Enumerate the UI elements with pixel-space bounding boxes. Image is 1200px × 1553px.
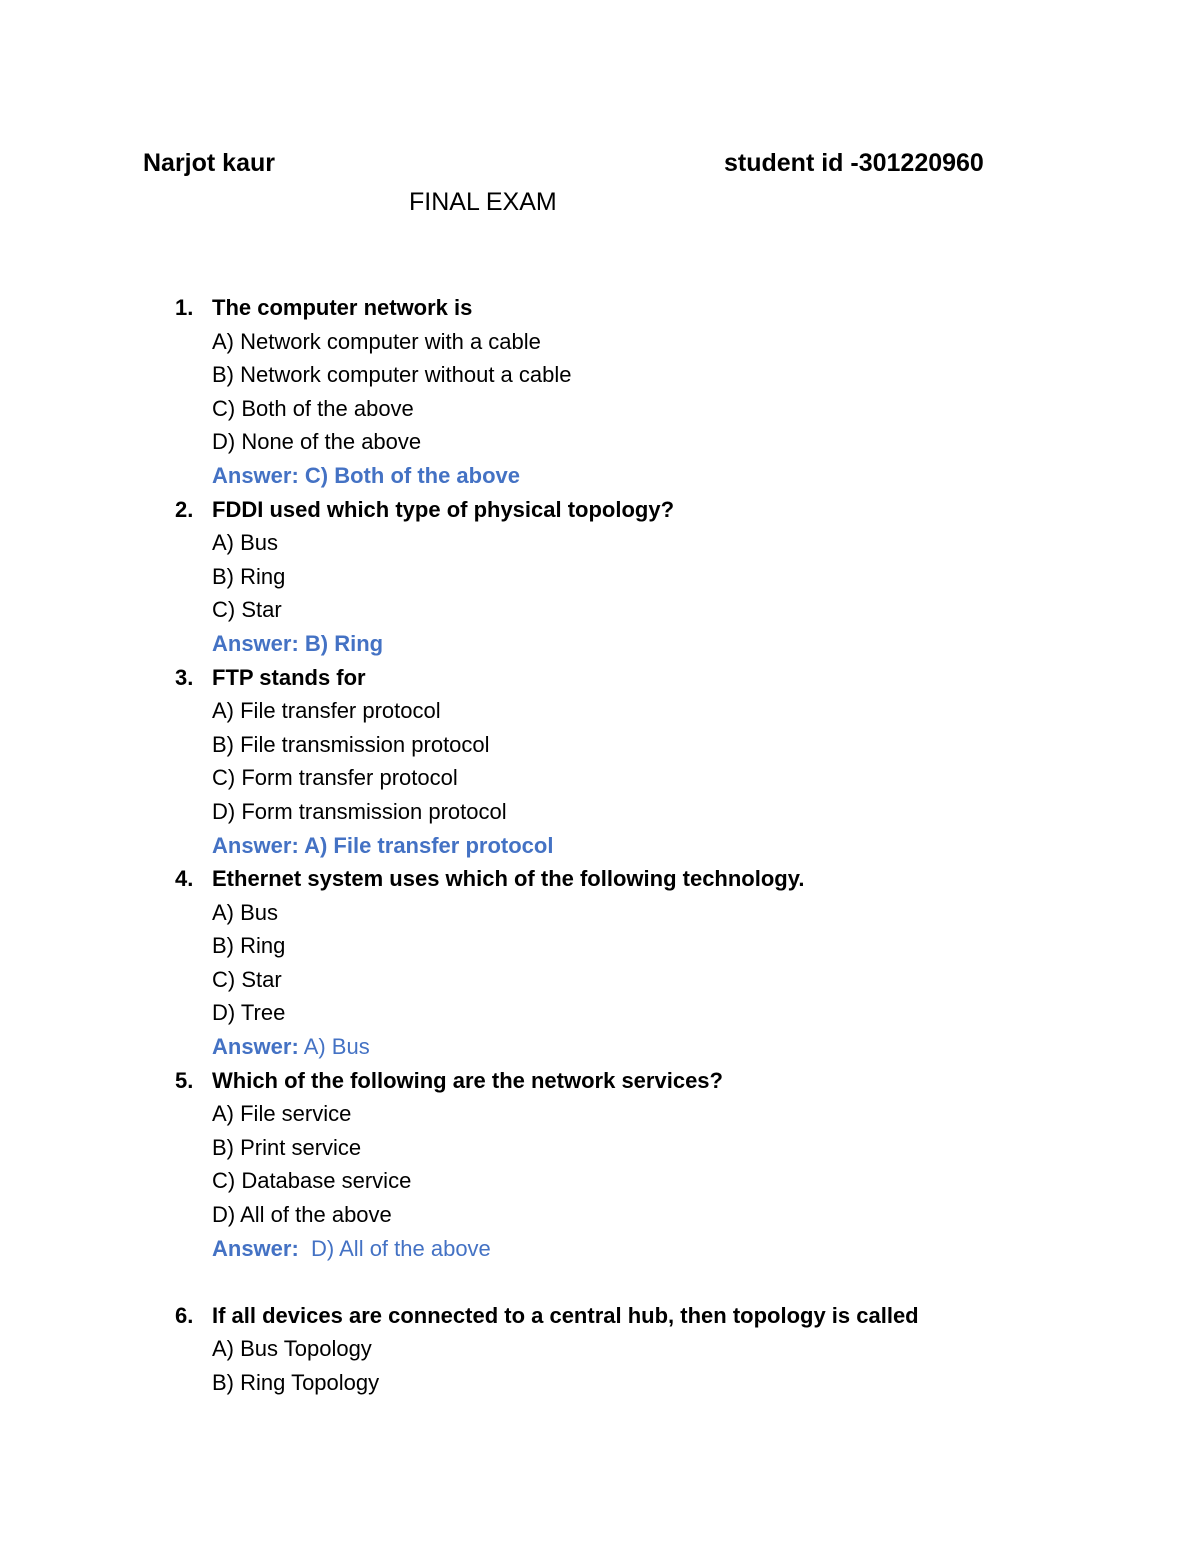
option-a: A) Network computer with a cable [212, 328, 541, 354]
option-b: B) Ring [212, 933, 286, 959]
answer [212, 829, 553, 863]
question-text: The computer network is [212, 295, 473, 320]
option-c: C) Database service [212, 1168, 412, 1194]
option-a: A) Bus Topology [212, 1336, 372, 1362]
question-text: FDDI used which type of physical topology? [212, 496, 675, 522]
option-c: C) Star [212, 966, 282, 992]
question-text: Ethernet system uses which of the following technology. [212, 866, 805, 892]
option-d: D) Form transmission protocol [212, 798, 507, 824]
question-text: Which of the following are the network services? [212, 1067, 723, 1093]
answer-value: D) All of the above [298, 1235, 491, 1261]
question-number: 3. [175, 664, 194, 690]
question-number: 1. [175, 295, 194, 320]
answer-label: Answer: [212, 832, 299, 858]
exam-title: FINAL EXAM [409, 188, 557, 216]
answer-value: A) File transfer protocol [298, 832, 554, 858]
question-1 [0, 291, 1200, 325]
student-name: Narjot kaur [143, 149, 275, 177]
question-2 [0, 493, 1200, 527]
option-a: A) File transfer protocol [212, 698, 441, 724]
question-number: 2. [175, 496, 194, 522]
option-b: B) File transmission protocol [212, 731, 490, 757]
option-b: B) Ring Topology [212, 1370, 380, 1395]
answer-value: A) Bus [298, 1034, 370, 1060]
answer-label: Answer: [212, 1034, 299, 1060]
option-d: D) All of the above [212, 1202, 392, 1228]
blank-line [0, 1265, 1200, 1299]
answer-label: Answer: [212, 630, 299, 656]
question-text: If all devices are connected to a central hub, then topology is called [212, 1302, 919, 1328]
answer [212, 459, 520, 493]
student-id: student id -301220960 [724, 149, 984, 177]
question-number: 5. [175, 1067, 194, 1093]
answer-label: Answer: [212, 1235, 299, 1261]
option-a: A) File service [212, 1101, 352, 1127]
answer [212, 1030, 370, 1064]
answer-value: B) Ring [298, 630, 384, 656]
answer-label: Answer: [212, 462, 299, 488]
option-a: A) Bus [212, 899, 279, 925]
option-c: C) Both of the above [212, 395, 414, 421]
question-6 [0, 1299, 1200, 1333]
option-c: C) Form transfer protocol [212, 765, 458, 791]
option-a: A) Bus [212, 530, 279, 556]
answer [212, 627, 383, 661]
question-5 [0, 1064, 1200, 1098]
option-d: D) None of the above [212, 429, 422, 455]
option-c: C) Star [212, 597, 282, 623]
option-d: D) Tree [212, 1000, 286, 1026]
question-number: 4. [175, 866, 194, 892]
answer [212, 1232, 491, 1266]
option-b: B) Network computer without a cable [212, 362, 572, 388]
answer-value: C) Both of the above [298, 462, 521, 488]
option-b: B) Print service [212, 1134, 362, 1160]
question-4 [0, 862, 1200, 896]
question-number: 6. [175, 1302, 194, 1328]
question-text: FTP stands for [212, 664, 366, 690]
question-list [0, 291, 1200, 1400]
question-3 [0, 661, 1200, 695]
option-b: B) Ring [212, 563, 286, 589]
